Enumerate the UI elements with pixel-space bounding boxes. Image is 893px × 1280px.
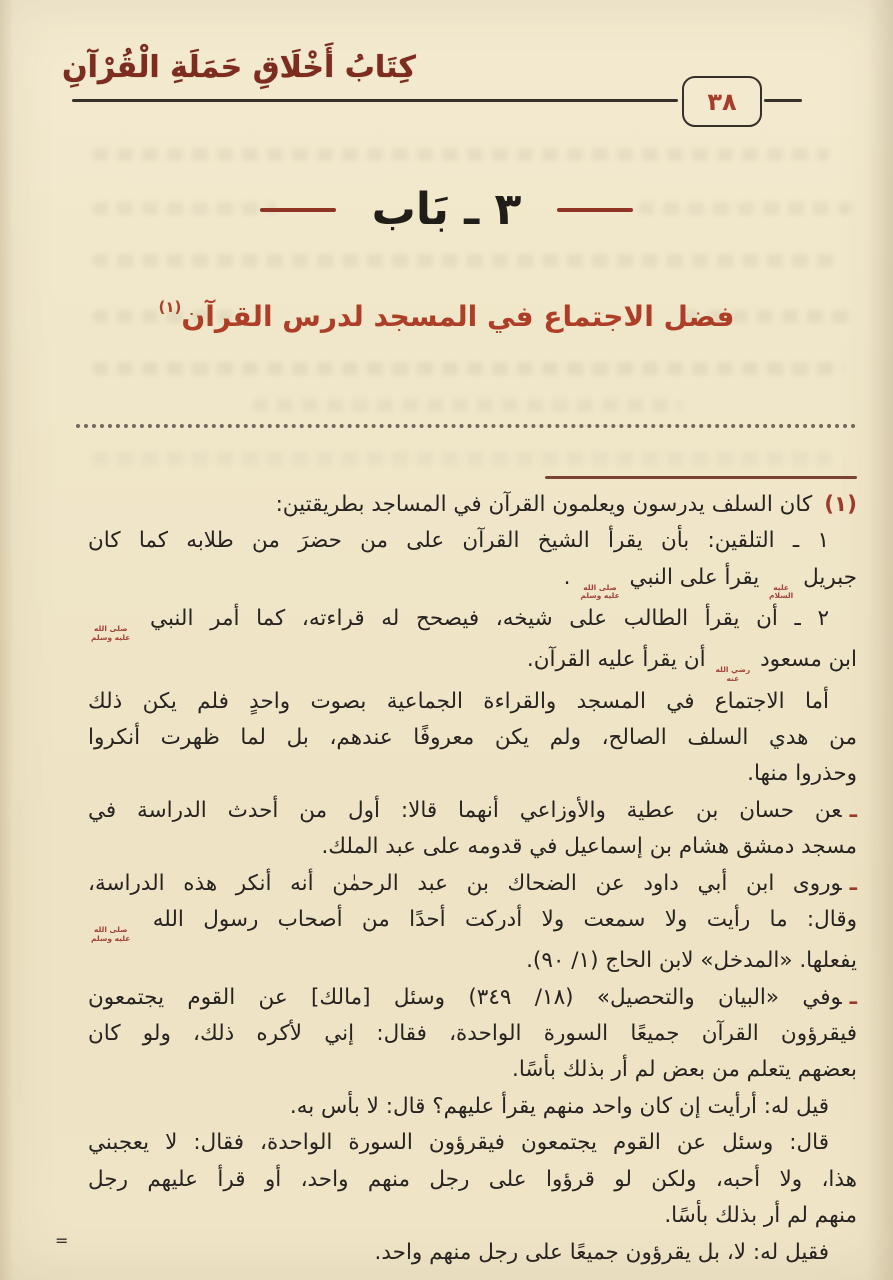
footnote-line — [88, 943, 857, 979]
honorific-seal-icon: صلى الله عليه وسلم — [580, 582, 620, 601]
footnote-text: مسجد دمشق هشام بن إسماعيل في قدومه على عبد الملك. — [321, 834, 857, 860]
footnote-text: ١ ـ التلقين: بأن يقرأ الشيخ القرآن على من حضرَ من طلابه كما كان — [88, 528, 829, 554]
footnote-marker: ـ — [849, 797, 857, 823]
footnote-line — [88, 560, 857, 601]
footnote-text: كان السلف يدرسون ويعلمون القرآن في المساجد بطريقتين: — [275, 492, 813, 517]
chapter-heading: ٣ ـ بَاب — [371, 184, 522, 235]
footnote-text: وفي «البيان والتحصيل» (١٨/ ٣٤٩) وسئل [مالك] عن القوم يجتمعون — [88, 984, 842, 1010]
ghost-bleed-line — [92, 362, 844, 375]
footnote-text: عن حسان بن عطية والأوزاعي أنهما قالا: أول من أحدث الدراسة في — [88, 797, 842, 823]
section-title-text: فضل الاجتماع في المسجد لدرس القرآن — [181, 300, 735, 333]
footnote-marker: (١) — [824, 492, 857, 517]
footnote-block — [88, 487, 857, 1271]
book-title: كِتَابُ أَخْلَاقِ حَمَلَةِ الْقُرْآنِ — [62, 50, 416, 85]
footnote-text: وقال: ما رأيت ولا سمعت ولا أدركت أحدًا من أصحاب رسول الله — [133, 907, 857, 932]
ghost-bleed-line — [252, 399, 682, 412]
footnote-text: هذا، ولا أحبه، ولكن لو قرؤوا على رجل منهم واحد، أو قرأ عليهم رجل — [88, 1166, 857, 1192]
footnote-text: يقرأ على النبي — [622, 564, 767, 590]
footnote-line — [88, 523, 857, 559]
footnote-line — [88, 756, 857, 792]
footnote-text: وحذروا منها. — [747, 761, 857, 787]
ghost-bleed-line — [92, 148, 830, 161]
footnote-line — [88, 487, 857, 523]
footnote-line — [88, 684, 857, 720]
footnote-line — [88, 1016, 857, 1052]
footnote-line — [88, 866, 857, 902]
footnote-line — [88, 980, 857, 1016]
honorific-seal-icon: صلى الله عليه وسلم — [91, 925, 131, 943]
footnote-separator-rule — [545, 476, 857, 479]
footnote-line — [88, 1125, 857, 1161]
footnote-text: منهم لم أر بذلك بأسًا. — [664, 1203, 857, 1229]
footnote-line — [88, 601, 857, 642]
page-number: ٣٨ — [707, 87, 737, 116]
footnote-line — [88, 1089, 857, 1125]
chapter-dash-right — [557, 208, 633, 212]
footnote-text: بعضهم يتعلم من بعض لم أر بذلك بأسًا. — [512, 1057, 857, 1083]
honorific-seal-icon: رضي الله عنه — [715, 665, 751, 683]
footnote-text: جبريل — [796, 564, 857, 590]
footnote-line — [88, 642, 857, 683]
footnote-line — [88, 902, 857, 943]
footnote-line — [88, 829, 857, 865]
footnote-text: قيل له: أرأيت إن كان واحد منهم يقرأ عليهم؟ قال: لا بأس به. — [289, 1093, 829, 1119]
honorific-seal-icon: عليه السلام — [769, 582, 794, 601]
footnote-line — [88, 720, 857, 756]
footnote-text: فقيل له: لا، بل يقرؤون جميعًا على رجل منهم واحد. — [374, 1239, 829, 1265]
footnote-line — [88, 793, 857, 829]
ghost-bleed-line — [92, 254, 840, 267]
footnote-marker: ـ — [849, 984, 857, 1010]
page-number-badge — [682, 76, 762, 127]
chapter-dash-left — [260, 208, 336, 212]
footnote-line — [88, 1052, 857, 1088]
footnote-text: فيقرؤون القرآن جميعًا السورة الواحدة، فقال: إني لأكره ذلك، ولو كان — [88, 1021, 857, 1047]
header-rule — [72, 99, 678, 102]
footnote-text: وروى ابن أبي داود عن الضحاك بن عبد الرحمٰن أنه أنكر هذه الدراسة، — [88, 870, 842, 896]
footnote-text: قال: وسئل عن القوم يجتمعون فيقرؤون السورة الواحدة، فقال: لا يعجبني — [88, 1130, 829, 1156]
footnote-line — [88, 1162, 857, 1198]
footnote-marker: ـ — [849, 870, 857, 896]
ghost-bleed-line — [92, 452, 832, 465]
footnote-text: . — [563, 564, 578, 590]
footnote-line — [88, 1198, 857, 1234]
header-rule-right — [764, 99, 802, 102]
footnote-text: من هدي السلف الصالح، ولم يكن معروفًا عندهم، بل لما ظهرت أنكروا — [88, 724, 857, 750]
footnote-text: أما الاجتماع في المسجد والقراءة الجماعية بصوت واحدٍ فلم يكن ذلك — [88, 688, 829, 714]
section-title — [0, 298, 893, 333]
footnote-line — [88, 1235, 857, 1271]
honorific-seal-icon: صلى الله عليه وسلم — [91, 624, 131, 642]
chapter-heading-row — [0, 186, 893, 234]
dotted-separator — [76, 424, 856, 428]
footnote-text: أن يقرأ عليه القرآن. — [526, 647, 713, 673]
footnote-text: ٢ ـ أن يقرأ الطالب على شيخه، فيصحح له قراءته، كما أمر النبي — [133, 606, 829, 632]
section-title-footnote-ref: (١) — [158, 298, 182, 316]
footnote-text: ابن مسعود — [753, 647, 857, 673]
continuation-mark: = — [55, 1231, 69, 1250]
footnote-text: يفعلها. «المدخل» لابن الحاج (١/ ٩٠). — [526, 948, 857, 974]
